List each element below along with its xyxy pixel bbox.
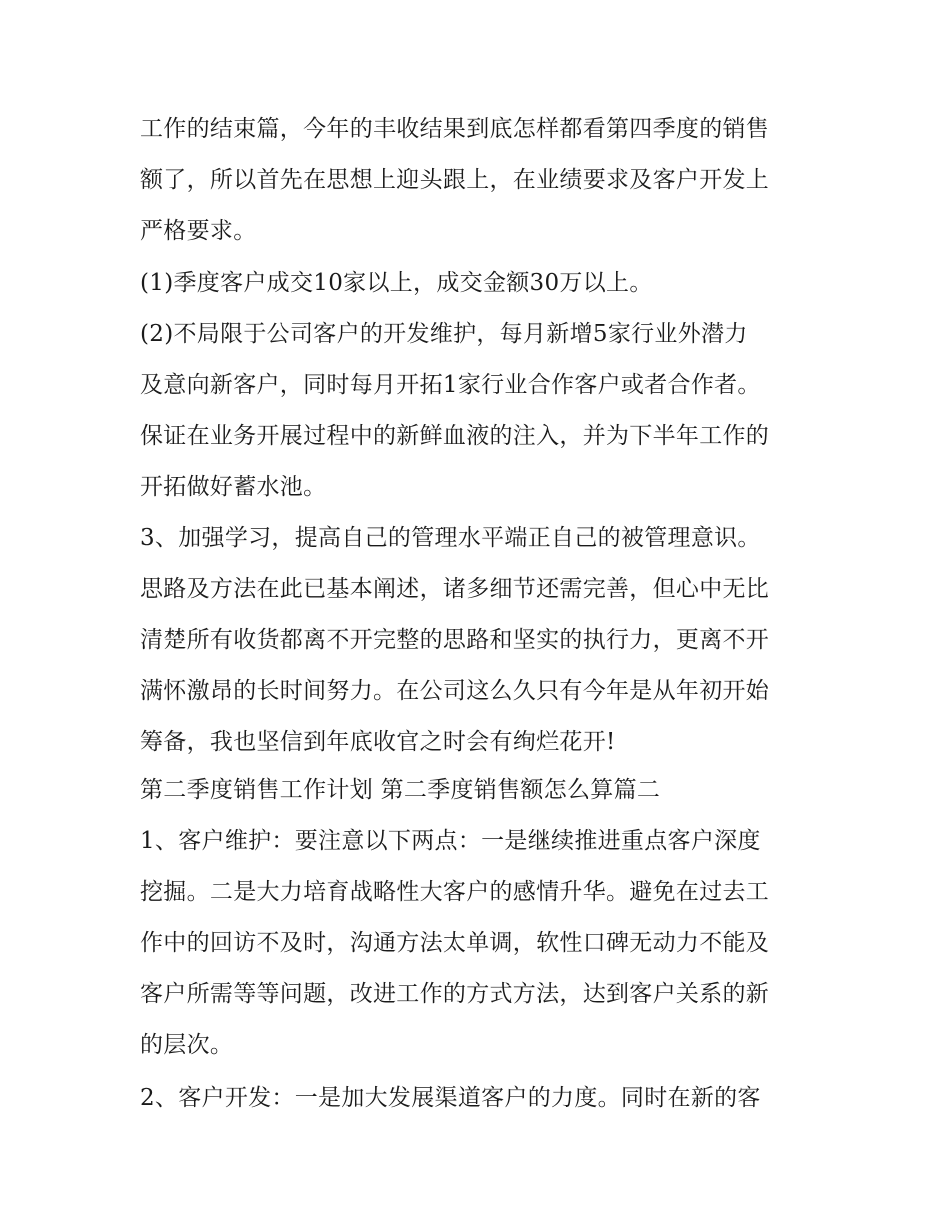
- text-line: 1、客户维护：要注意以下两点：一是继续推进重点客户深度: [140, 828, 761, 854]
- text-line: (1)季度客户成交10家以上，成交金额30万以上。: [140, 270, 653, 296]
- text-line: 及意向新客户，同时每月开拓1家行业合作客户或者合作者。: [140, 372, 761, 398]
- text-line: 筹备，我也坚信到年底收官之时会有绚烂花开!: [140, 729, 616, 755]
- text-line: 2、客户开发：一是加大发展渠道客户的力度。同时在新的客: [140, 1085, 761, 1111]
- text-line: 客户所需等等问题，改进工作的方式方法，达到客户关系的新: [140, 981, 770, 1007]
- text-line: 工作的结束篇，今年的丰收结果到底怎样都看第四季度的销售: [140, 116, 770, 142]
- section-heading: 第二季度销售工作计划 第二季度销售额怎么算篇二: [140, 777, 661, 803]
- text-line: 思路及方法在此已基本阐述，诸多细节还需完善，但心中无比: [140, 576, 770, 602]
- text-line: 挖掘。二是大力培育战略性大客户的感情升华。避免在过去工: [140, 879, 770, 905]
- text-line: 开拓做好蓄水池。: [140, 474, 327, 500]
- text-line: 作中的回访不及时，沟通方法太单调，软性口碑无动力不能及: [140, 930, 770, 956]
- text-line: 3、加强学习，提高自己的管理水平端正自己的被管理意识。: [140, 525, 761, 551]
- text-line: 保证在业务开展过程中的新鲜血液的注入，并为下半年工作的: [140, 423, 770, 449]
- text-line: 的层次。: [140, 1032, 234, 1058]
- text-line: 满怀激昂的长时间努力。在公司这么久只有今年是从年初开始: [140, 678, 770, 704]
- text-line: 额了，所以首先在思想上迎头跟上，在业绩要求及客户开发上: [140, 167, 770, 193]
- text-line: 清楚所有收货都离不开完整的思路和坚实的执行力，更离不开: [140, 627, 770, 653]
- text-line: 严格要求。: [140, 218, 257, 244]
- text-line: (2)不局限于公司客户的开发维护，每月新增5家行业外潜力: [140, 321, 748, 347]
